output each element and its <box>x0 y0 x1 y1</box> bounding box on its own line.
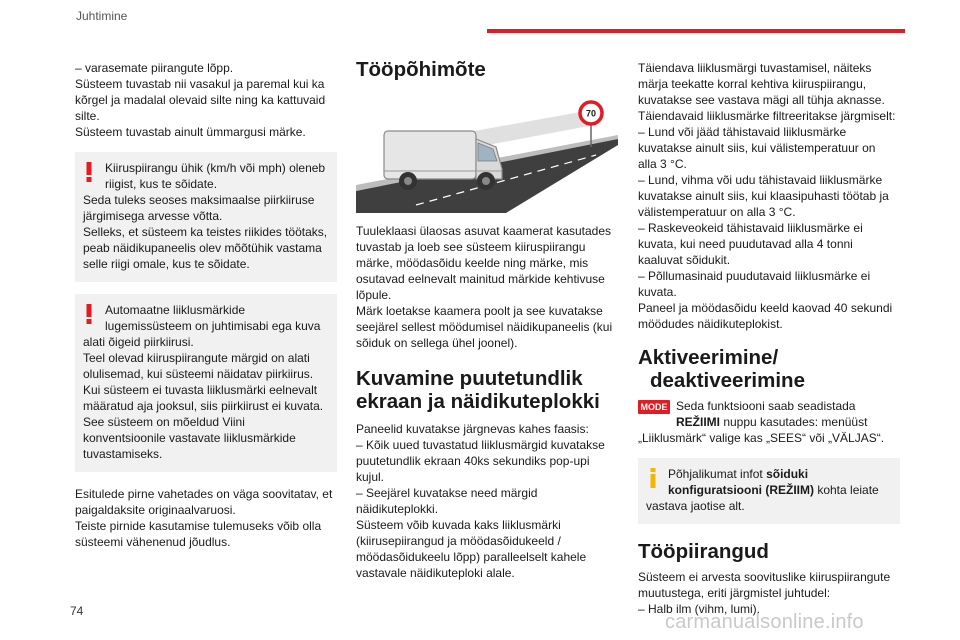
text-line: Täiendavaid liiklusmärke filtreeritakse järgmiselt: <box>638 109 896 123</box>
text-line: osutavad eelnevalt mainitud märkide kehtivuse <box>356 272 605 286</box>
text-line: vastava jaotise alt. <box>646 499 745 513</box>
watermark: carmanualsonline.info <box>665 611 864 633</box>
text-line: välistemperatuur on alla 3 °C. <box>638 205 796 219</box>
text-line: kujul. <box>356 470 385 484</box>
column-middle <box>356 58 618 581</box>
text-line: alla 3 °C. <box>638 157 687 171</box>
info-icon <box>649 468 657 488</box>
text-line: peab näidikupaneelis olev mõõtühik vastama <box>83 241 322 255</box>
text-line: – varasemate piirangute lõpp. <box>75 61 234 75</box>
text-line: Täiendava liiklusmärgi tuvastamisel, näiteks <box>638 61 872 75</box>
text-line: puutetundlik ekraan 40ks sekundiks pop-upi <box>356 454 590 468</box>
display-paragraph <box>356 421 618 581</box>
text-line: lugemissüsteem on juhtimisabi ega kuva <box>105 319 321 333</box>
mode-button-icon: MODE <box>638 400 670 414</box>
text-line: kuvatakse see vastava mägi all tühja aknasse. <box>638 93 885 107</box>
van-speed-sign-illustration <box>356 95 618 213</box>
text-line: muutustega, eriti järgmistel juhtudel: <box>638 586 831 600</box>
text-fragment: Põhjalikumat infot <box>668 467 767 481</box>
text-line: määratud aja jooksul, siis piirkiirust ei kuvata. <box>83 399 324 413</box>
limits-paragraph <box>638 569 900 617</box>
text-line: kaaluvat sõidukit. <box>638 253 731 267</box>
text-line: Märk loetakse kaamera poolt ja see kuvatakse <box>356 304 603 318</box>
intro-paragraph <box>75 60 337 140</box>
text-line: näidikuteplokki. <box>356 502 439 516</box>
text-line: riigist, kus te sõidate. <box>105 177 218 191</box>
text-line: kõrgel ja madalal olevaid silte ning ka kattuvaid <box>75 93 326 107</box>
info-box <box>638 458 900 524</box>
text-line: – Põllumasinaid puudutavaid liiklusmärke ei <box>638 269 871 283</box>
text-line: Tuuleklaasi ülaosas asuvat kaamerat kasutades <box>356 224 612 238</box>
text-line: – Kõik uued tuvastatud liiklusmärgid kuvatakse <box>356 438 605 452</box>
text-line: Süsteem võib kuvada kaks liiklusmärki <box>356 518 561 532</box>
warning-box-unit <box>75 152 337 282</box>
heading-line: deaktiveerimine <box>650 369 805 392</box>
text-line: vastavale näidikuteploki alale. <box>356 566 515 580</box>
text-line: Paneel ja möödasõidu keeld kaovad 40 sekundi <box>638 301 893 315</box>
text-line <box>668 466 892 482</box>
speed-limit-value: 70 <box>585 108 597 119</box>
text-line: Teel olevad kiiruspiirangute märgid on alati <box>83 351 310 365</box>
text-line: Kui süsteem ei tuvasta liiklusmärki eelnevalt <box>83 383 318 397</box>
text-line: (kiirusepiirangud ja möödasõidukeeld / <box>356 534 561 548</box>
warning-exclamation-icon <box>85 304 93 324</box>
text-bold: sõiduki <box>766 467 809 481</box>
text-line: „Liiklusmärk“ valige kas „SEES“ või „VÄLJAS“. <box>638 431 885 445</box>
text-line: märja teekatte korral kehtiva kiiruspiirangu, <box>638 77 867 91</box>
text-line: kuvatakse ainult siis, kui klaasipuhasti töötab ja <box>638 189 889 203</box>
text-line: märke, möödasõidu keelde ning märke, mis <box>356 256 589 270</box>
text-line: – Seejärel kuvatakse need märgid <box>356 486 538 500</box>
text-line: sõiduk on sellega ühel joonel). <box>356 336 518 350</box>
heading-limits: Tööpiirangud <box>638 540 769 563</box>
text-line: selle riigi omale, kus te sõidate. <box>83 257 250 271</box>
text-line: kuvata. <box>638 285 677 299</box>
text-line <box>668 482 892 498</box>
warning-exclamation-icon <box>85 162 93 182</box>
section-label: Juhtimine <box>76 9 128 23</box>
page-number: 74 <box>70 604 84 618</box>
heading-display <box>356 367 618 413</box>
text-fragment: nuppu kasutades: menüüst <box>720 415 868 429</box>
text-line: lõpule. <box>356 288 392 302</box>
text-line: – Halb ilm (vihm, lumi). <box>638 602 761 616</box>
heading-principle: Tööpõhimõte <box>356 58 486 81</box>
text-line: järgimisega arvesse võtta. <box>83 209 223 223</box>
mode-keyword: REŽIIMI <box>676 415 720 429</box>
warning-box-system <box>75 294 337 472</box>
text-line: silte. <box>75 109 100 123</box>
text-line: Süsteem tuvastab nii vasakul ja paremal kui ka <box>75 77 325 91</box>
text-bold: konfiguratsiooni (REŽIIM) <box>668 483 814 497</box>
text-line: alati õigeid piirkiirusi. <box>83 335 194 349</box>
text-line: konventsioonile vastavate liiklusmärkide <box>83 431 296 445</box>
bulbs-paragraph <box>75 486 337 550</box>
heading-activation <box>638 346 900 392</box>
text-line: kuvatakse ainult siis, kui välistemperatuur on <box>638 141 876 155</box>
text-line: Süsteem tuvastab ainult ümmargusi märke. <box>75 125 306 139</box>
additional-signs-paragraph <box>638 60 900 332</box>
text-line <box>638 414 900 430</box>
text-line: paigaldaksite originaalvaruosi. <box>75 503 236 517</box>
text-line: Kiiruspiirangu ühik (km/h või mph) oleneb <box>105 161 326 175</box>
text-line: möödasõidukeelu lõpp) paralleelselt kahele <box>356 550 587 564</box>
header-accent-bar <box>487 29 905 33</box>
text-line: See süsteem on mõeldud Viini <box>83 415 245 429</box>
heading-line: ekraan ja näidikuteplokki <box>356 390 600 413</box>
text-line: olulisemad, kui süsteemi näidatav piirkiirus. <box>83 367 314 381</box>
text-line: – Lund, vihma või udu tähistavaid liiklusmärke <box>638 173 883 187</box>
text-line: kuvata, kui need puudutavad alla 4 tonni <box>638 237 853 251</box>
text-line: Teiste pirnide kasutamise tulemuseks võib olla <box>75 519 322 533</box>
text-line: – Lund või jääd tähistavaid liiklusmärke <box>638 125 847 139</box>
text-line: – Raskeveokeid tähistavaid liiklusmärke ei <box>638 221 863 235</box>
column-right <box>638 60 900 617</box>
text-line: Süsteem ei arvesta soovituslike kiiruspiirangute <box>638 570 891 584</box>
text-line: Paneelid kuvatakse järgnevas kahes faasis: <box>356 422 589 436</box>
text-line: Seda tuleks seoses maksimaalse piirkiiruse <box>83 193 315 207</box>
text-line: Automaatne liiklusmärkide <box>105 303 246 317</box>
mode-instruction <box>638 398 900 446</box>
text-line: süsteemi vähenenud jõudlus. <box>75 535 231 549</box>
text-fragment: kohta leiate <box>814 483 879 497</box>
text-line: Seda funktsiooni saab seadistada <box>676 399 856 413</box>
text-line: möödudes näidikuteplokist. <box>638 317 783 331</box>
column-left <box>75 60 337 550</box>
principle-paragraph <box>356 223 618 351</box>
text-line: tuvastamiseks. <box>83 447 163 461</box>
text-line: tuvastab ja loeb see süsteem kiiruspiirangu <box>356 240 586 254</box>
text-line: seejärel sellest möödumisel näidikupaneelis (kui <box>356 320 613 334</box>
text-line: Selleks, et süsteem ka teistes riikides töötaks, <box>83 225 328 239</box>
heading-line: Kuvamine puutetundlik <box>356 367 583 390</box>
heading-line: Aktiveerimine/ <box>638 346 779 369</box>
text-line: Esitulede pirne vahetades on väga soovitatav, et <box>75 487 333 501</box>
